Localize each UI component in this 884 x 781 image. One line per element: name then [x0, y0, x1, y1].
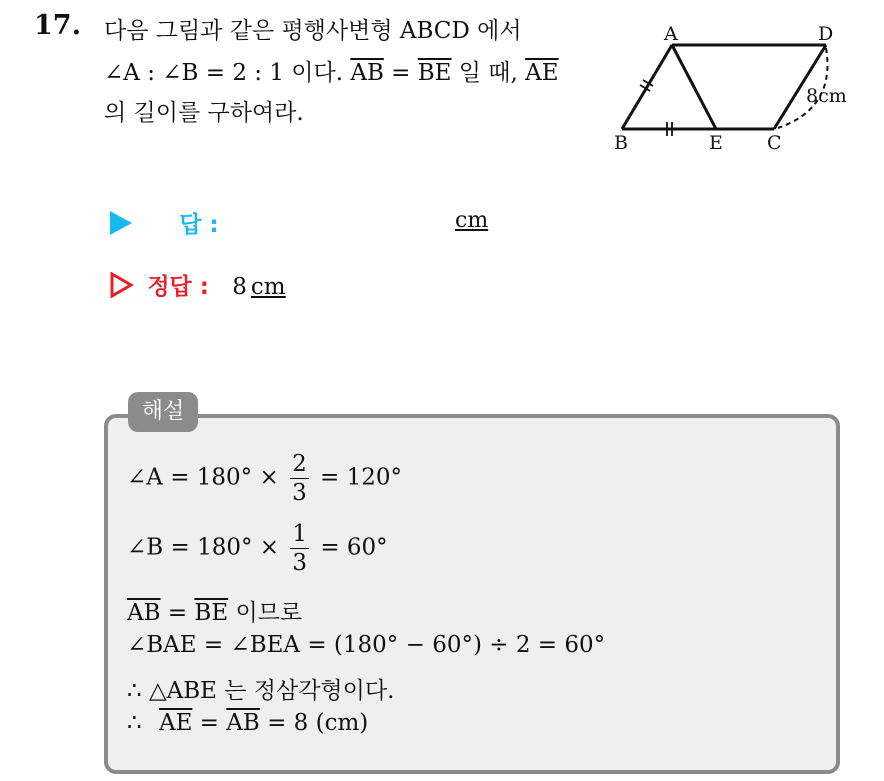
fraction-denominator: 3	[292, 550, 308, 576]
fraction-numerator: 2	[292, 451, 307, 477]
solution-2-suffix: = 60°	[320, 534, 388, 561]
segment-be: $\overline{BE}$	[417, 60, 452, 86]
answer-unit: cm	[455, 208, 489, 233]
solution-line-1	[127, 450, 402, 507]
question-line-2	[104, 54, 559, 87]
vertex-e-label: E	[709, 132, 723, 154]
segment-ae: $\overline{AE}$	[158, 710, 193, 736]
equals-sign: =	[199, 710, 219, 736]
fraction-one-third	[290, 520, 309, 577]
segment-ab: $\overline{AB}$	[226, 710, 260, 736]
vertex-d-label: D	[818, 23, 834, 45]
vertex-c-label: C	[767, 132, 782, 154]
fraction-two-thirds	[290, 450, 309, 507]
solution-tab: 해설	[128, 392, 198, 432]
segment-be: $\overline{BE}$	[194, 600, 229, 626]
solution-1-suffix: = 120°	[320, 464, 403, 491]
solution-line-6	[127, 710, 368, 736]
solution-line-5: ∴ △ABE 는 정삼각형이다.	[127, 678, 395, 704]
equals-sign: =	[167, 600, 188, 626]
correct-answer-unit: cm	[250, 274, 286, 300]
question-angle-ratio: ∠A : ∠B = 2 : 1 이다.	[104, 60, 344, 86]
fraction-numerator: 1	[292, 521, 308, 547]
segment-ae: $\overline{AE}$	[525, 60, 559, 86]
equals-sign: =	[391, 60, 411, 86]
vertex-b-label: B	[614, 132, 628, 154]
solution-line-3	[127, 594, 302, 627]
solution-6-rest: = 8 (cm)	[267, 710, 369, 736]
question-number: 17.	[34, 10, 81, 41]
segment-ab: $\overline{AB}$	[127, 600, 161, 626]
answer-label: 답 :	[179, 212, 219, 238]
solution-line-4: ∠BAE = ∠BEA = (180° − 60°) ÷ 2 = 60°	[127, 632, 606, 658]
solution-2-prefix: ∠B = 180° ×	[127, 534, 280, 561]
solution-3-text: 이므로	[235, 600, 303, 626]
vertex-a-label: A	[664, 23, 678, 45]
answer-row	[110, 206, 219, 239]
correct-answer-row	[110, 268, 286, 301]
length-label: 8cm	[806, 85, 847, 107]
solution-line-2	[127, 520, 388, 577]
question-when: 일 때,	[458, 60, 518, 86]
question-line-1: 다음 그림과 같은 평행사변형 ABCD 에서	[104, 18, 522, 44]
outline-arrow-icon	[110, 272, 134, 298]
solution-1-prefix: ∠A = 180° ×	[127, 464, 279, 491]
parallelogram-figure	[600, 18, 862, 158]
therefore-symbol: ∴	[127, 710, 142, 736]
play-arrow-icon	[110, 211, 132, 235]
correct-answer-label: 정답 :	[147, 274, 209, 300]
fraction-denominator: 3	[292, 480, 307, 506]
segment-ab: $\overline{AB}$	[350, 60, 384, 86]
question-line-3: 의 길이를 구하여라.	[104, 100, 304, 126]
correct-answer-value: 8	[232, 274, 247, 300]
